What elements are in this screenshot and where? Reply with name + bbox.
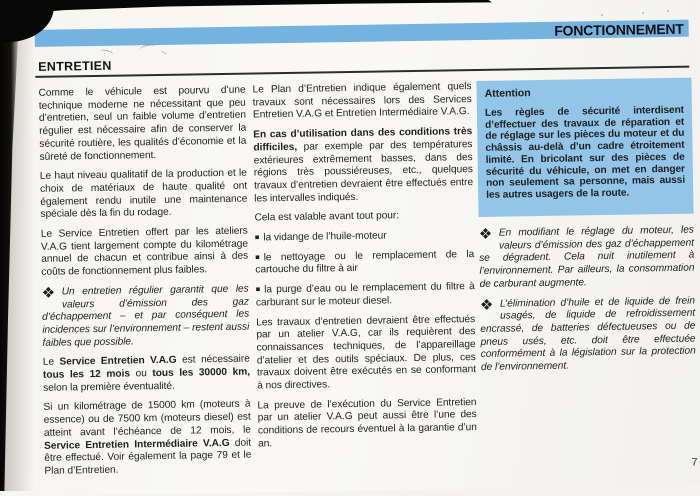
attention-box bbox=[476, 78, 693, 217]
paragraph: Les travaux d’entretien devraient être effectués par un atelier V.A.G, car ils requièrent des connaissances techniques, de l’appareillage d’atelier et des outils spéciaux. De plus, ces travaux doivent être exécutés en se conformant à nos directives. bbox=[256, 313, 477, 392]
square-bullet-icon: ■ bbox=[254, 232, 260, 242]
square-bullet-icon: ■ bbox=[255, 284, 261, 294]
note-text: L’élimination d’huile et de liquide de frein usagés, de liquide de refroidissement encrassé, de batteries défectueuses ou de pneus usés, etc. doit être effectuée conformément à la législation sur la protection de l’environnement. bbox=[480, 295, 696, 374]
paragraph bbox=[43, 354, 251, 395]
column-left bbox=[38, 85, 251, 486]
attention-title: Attention bbox=[484, 87, 531, 100]
paragraph: Le Plan d’Entretien indique également quels travaux sont nécessaires lors des Services Entretien V.A.G et Entretien Intermédiaire V.A.G. bbox=[252, 81, 472, 121]
text-run: par exemple par des températures extérieures extrêmement basses, dans des régions très poussiéreuses, etc., quelques travaux d’entretien devraient être effectués entre les intervalles indiqués. bbox=[253, 138, 474, 205]
bullet-item bbox=[255, 229, 474, 245]
paragraph: Le haut niveau qualitatif de la production et le choix de matériaux de haute qualité ont également rendu inutile une maintenance spéciale dès la fin du rodage. bbox=[39, 167, 248, 221]
text-run: doit être effectué. Voir également la page 79 et le Plan d’Entretien. bbox=[44, 437, 252, 477]
section-title: ENTRETIEN bbox=[38, 58, 112, 74]
environment-note bbox=[479, 225, 695, 292]
section-divider bbox=[35, 66, 689, 78]
square-bullet-icon: ■ bbox=[255, 252, 260, 262]
diamond-icon: ❖ bbox=[478, 225, 493, 244]
scan-smudge bbox=[601, 14, 603, 16]
text-run: Le bbox=[42, 356, 60, 369]
bullet-text: la purge d’eau ou le remplacement du filtre à carburant sur le moteur diesel. bbox=[255, 281, 475, 309]
paragraph: Le Service Entretien offert par les ateliers V.A.G tient largement compte du kilométrage annuel de chacun et contribue ainsi à des coûts de fonctionnement plus faibles. bbox=[40, 225, 249, 278]
paragraph bbox=[43, 399, 251, 478]
chapter-band bbox=[35, 20, 689, 47]
paragraph bbox=[253, 126, 473, 206]
bold-run: Service Entretien V.A.G bbox=[59, 355, 177, 368]
paragraph: La preuve de l’exécution du Service Entretien par un atelier V.A.G peut aussi être l’une des conditions de recours éventuel à la garantie d’un an. bbox=[257, 396, 477, 450]
page-number: 7 bbox=[691, 456, 698, 469]
scan-smudge bbox=[667, 10, 669, 12]
bullet-item bbox=[255, 249, 474, 278]
text-run: est nécessaire bbox=[176, 353, 250, 367]
chapter-title: FONCTIONNEMENT bbox=[554, 20, 684, 39]
note-text: En modifiant le réglage du moteur, les valeurs d’émission des gaz d’échappement se dégradent. Cela nuit inutilement à l’environnement. Par ailleurs, la consommation de carburant augmente. bbox=[479, 224, 695, 290]
column-right bbox=[476, 78, 696, 382]
attention-body: Les règles de sécurité interdisent d’effectuer des travaux de réparation et de réglage sur les pièces du moteur et du châssis au-delà d’un cadre étroitement limité. En bricolant sur des pièces de sécurité du véhicule, on met en danger non seulement sa personne, mais aussi les autres usagers de la route. bbox=[484, 104, 686, 202]
bold-run: tous les 30000 km, bbox=[152, 366, 251, 380]
column-middle bbox=[252, 81, 477, 458]
note-text: Un entretien régulier garantit que les valeurs d’émission des gaz d’échappement – et par conséquent les incidences sur l’environnement – restent aussi faibles que possible. bbox=[42, 283, 250, 349]
scan-smudge bbox=[642, 12, 644, 14]
paragraph: Cela est valable avant tout pour: bbox=[254, 210, 400, 224]
bold-run: tous les 12 mois bbox=[42, 368, 131, 381]
bullet-text: le nettoyage ou le remplacement de la cartouche du filtre à air bbox=[255, 248, 475, 276]
diamond-icon: ❖ bbox=[479, 296, 494, 314]
bold-run: Service Entretien Intermédiaire V.A.G bbox=[44, 437, 230, 452]
diamond-icon: ❖ bbox=[41, 284, 56, 302]
environment-note bbox=[480, 295, 696, 375]
environment-note bbox=[42, 283, 250, 350]
bullet-text: la vidange de l’huile-moteur bbox=[263, 230, 387, 244]
text-run: selon la première éventualité. bbox=[43, 380, 175, 394]
text-run: Si un kilométrage de 15000 km (moteurs à essence) ou de 7500 km (moteurs diesel) est atteint avant l’échéance de 12 mois, le bbox=[43, 399, 251, 439]
bold-run: En cas d’utilisation dans des conditions très difficiles, bbox=[253, 126, 473, 154]
paragraph: Comme le véhicule est pourvu d’une technique moderne ne nécessitant que peu d’entretien, seul un faible volume d’entretien régulier est nécessaire afin de conserver la sécurité routière, les qualités d’économie et la sûreté de fonctionnement. bbox=[38, 84, 247, 163]
bullet-item bbox=[256, 281, 475, 310]
text-run: ou bbox=[129, 368, 153, 380]
